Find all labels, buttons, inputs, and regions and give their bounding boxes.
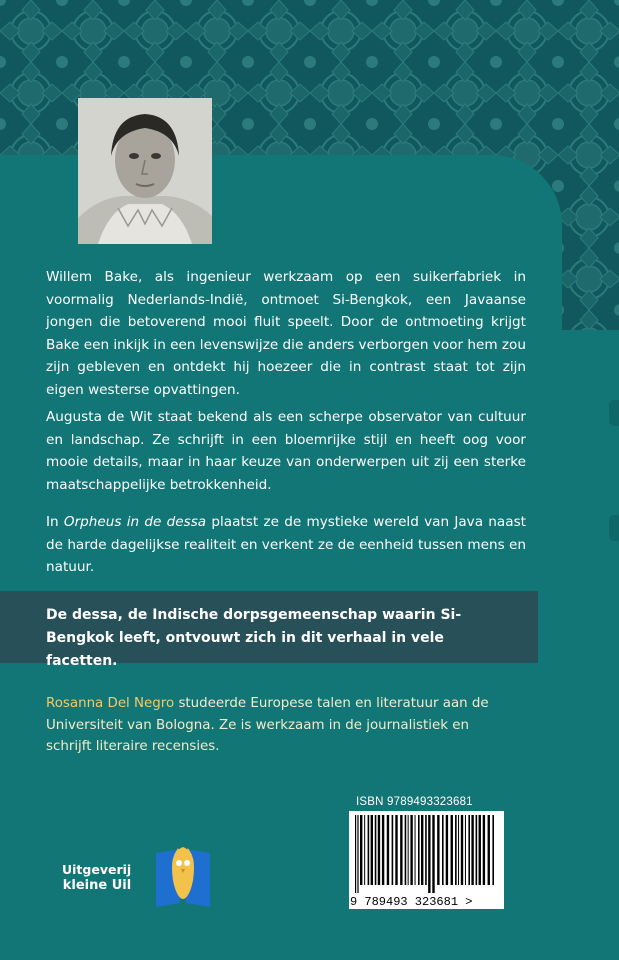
- edge-mark: [609, 400, 619, 426]
- barcode-bar: [375, 815, 377, 885]
- barcode-bar: [468, 815, 470, 885]
- barcode-bar: [378, 815, 380, 885]
- description-paragraph-1: Willem Bake, als ingenieur werkzaam op een suikerfabriek in voormalig Nederlands-Indië, ontmoet Si-Bengkok, een Javaanse jongen die betoverend mooi fluit speelt. Door de ontmoeting krijgt Bake een inkijk in een levenswijze die anders verborgen voor hem zou zijn gebleven en ontdekt hij hoezeer die in contrast staat tot zijn eigen westerse opvattingen.: [46, 269, 526, 398]
- barcode-bar: [483, 815, 485, 885]
- author-portrait: [78, 98, 212, 244]
- barcode-bar: [471, 815, 473, 885]
- author-bio: [46, 693, 516, 758]
- barcode-bar: [382, 815, 384, 885]
- owl-book-icon: [152, 845, 214, 913]
- description-paragraph-3: [46, 511, 526, 579]
- barcode-bar: [400, 815, 402, 885]
- paragraph-3-prefix: In: [46, 514, 64, 530]
- barcode-bar: [408, 815, 409, 885]
- barcode-bar: [428, 815, 430, 893]
- barcode-bar: [421, 815, 423, 885]
- barcode-bar: [437, 815, 439, 885]
- author-bio-text: studeerde Europese talen en literatuur aan de Universiteit van Bologna. Ze is werkzaam in de journalistiek en schrijft literaire recensies.: [46, 696, 489, 754]
- barcode-bar: [488, 815, 490, 885]
- paragraph-3-suffix: plaatst ze de mystieke wereld van Java naast de harde dagelijkse realiteit en verkent ze de eenheid tussen mens en natuur.: [46, 514, 527, 576]
- barcode-bar: [371, 815, 373, 885]
- author-name: Rosanna Del Negro: [46, 696, 175, 711]
- barcode-bar: [492, 815, 494, 885]
- barcode-bar: [357, 815, 358, 893]
- barcode-bar: [364, 815, 365, 885]
- barcode-bar: [410, 815, 412, 885]
- barcode-bar: [395, 815, 397, 885]
- barcode-bar: [476, 815, 478, 885]
- publisher-kleine: kleine: [62, 878, 112, 893]
- barcode-bar: [418, 815, 420, 885]
- barcode-bar: [392, 815, 394, 885]
- barcode-bar: [425, 815, 427, 885]
- edge-mark: [609, 515, 619, 541]
- barcode-bar: [455, 815, 457, 885]
- barcode-bar: [479, 815, 481, 885]
- barcode-bar: [387, 815, 389, 885]
- publisher-line-1: Uitgeverij: [62, 862, 132, 877]
- barcode-bar: [415, 815, 416, 885]
- barcode-bar: [465, 815, 466, 885]
- barcode-bar: [432, 815, 434, 893]
- barcode-bar: [368, 815, 370, 885]
- barcode-bar: [461, 815, 463, 885]
- isbn-label: ISBN 9789493323681: [356, 796, 473, 808]
- right-edge-strip: [562, 330, 619, 960]
- barcode-bar: [458, 815, 459, 885]
- barcode-bar: [405, 815, 407, 885]
- publisher-uil: Uil: [111, 878, 132, 893]
- barcode-bar: [446, 815, 448, 885]
- barcode-bar: [355, 815, 356, 893]
- barcode-bar: [442, 815, 444, 885]
- barcode-bar: [451, 815, 453, 885]
- barcode-bar: [360, 815, 362, 885]
- description-paragraph-2: Augusta de Wit staat bekend als een scherpe observator van cultuur en landschap. Ze schrijft in een bloemrijke stijl en heeft oog voor mooie details, maar in haar keuze van onderwerpen uit zij een sterke maatschappelijke betrokkenheid.: [46, 409, 526, 493]
- publisher-name: [62, 862, 131, 894]
- barcode-digits: 9 789493 323681 >: [350, 895, 473, 909]
- book-title: Orpheus in de dessa: [63, 514, 207, 530]
- pull-quote: De dessa, de Indische dorpsgemeenschap waarin Si-Bengkok leeft, ontvouwt zich in dit verhaal in vele facetten.: [46, 607, 462, 669]
- publisher-line-2: [62, 878, 131, 894]
